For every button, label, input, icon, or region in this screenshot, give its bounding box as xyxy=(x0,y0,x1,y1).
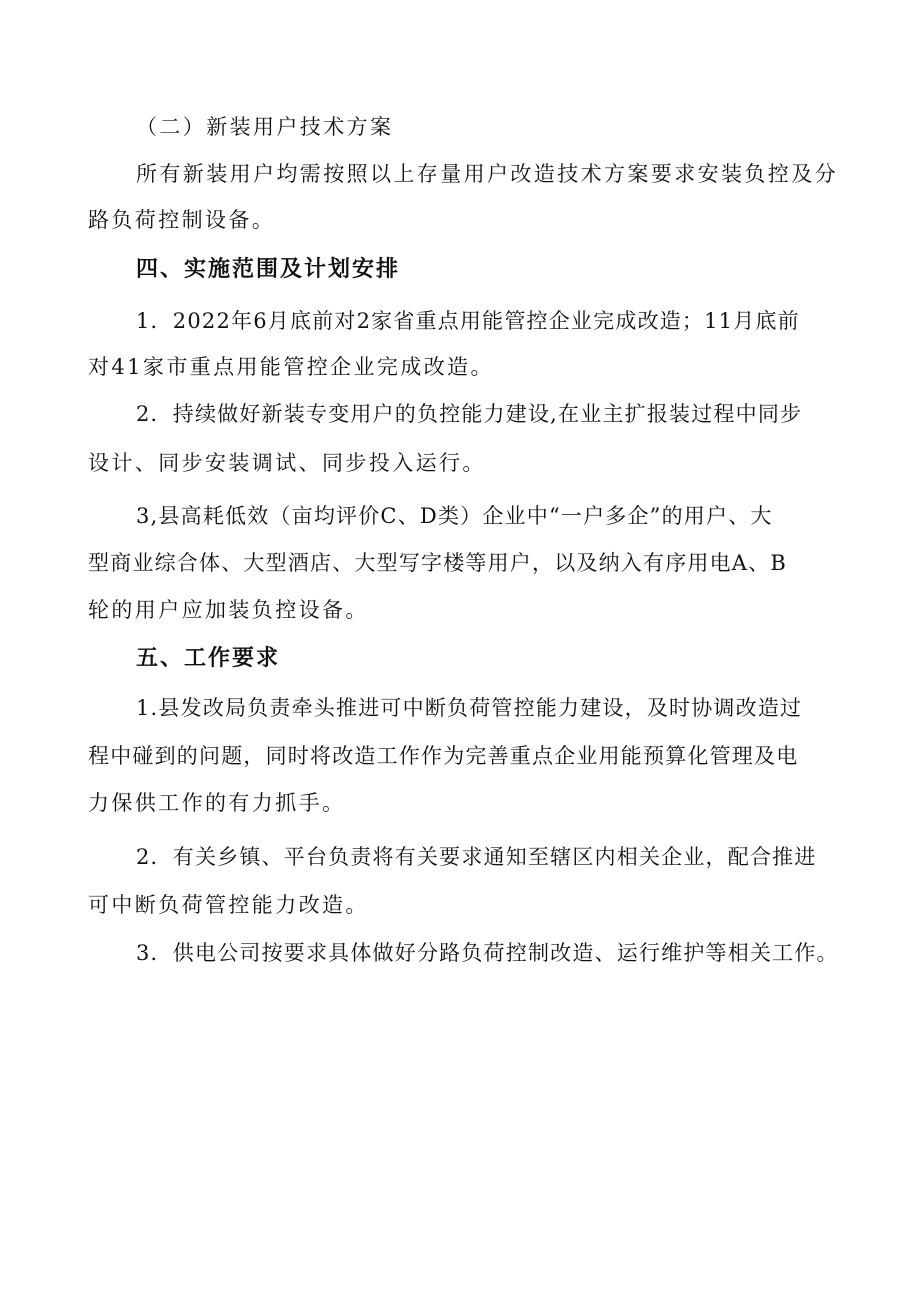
requirement-item-2-line-2: 可中断负荷管控能力改造。 xyxy=(88,893,369,917)
plan-item-3-line-3: 轮的用户应加装负控设备。 xyxy=(88,598,369,622)
paragraph-new-users-line-2: 路负荷控制设备。 xyxy=(88,208,276,232)
requirement-item-2-line-1: 2．有关乡镇、平台负责将有关要求通知至辖区内相关企业，配合推进 xyxy=(136,845,817,869)
requirement-item-1-line-2: 程中碰到的问题，同时将改造工作作为完善重点企业用能预算化管理及电 xyxy=(88,744,799,768)
requirement-item-1-line-1: 1.县发改局负责牵头推进可中断负荷管控能力建设，及时协调改造过 xyxy=(136,696,803,720)
plan-item-1-line-2: 对41家市重点用能管控企业完成改造。 xyxy=(88,355,494,379)
requirement-item-3-line-1: 3．供电公司按要求具体做好分路负荷控制改造、运行维护等相关工作。 xyxy=(136,941,839,965)
section-heading-implementation-scope: 四、实施范围及计划安排 xyxy=(136,257,401,282)
plan-item-3-line-1: 3,县高耗低效（亩均评价C、D类）企业中“一户多企”的用户、大 xyxy=(136,504,773,528)
subheading-new-users-technical-plan: （二）新装用户技术方案 xyxy=(136,115,394,139)
plan-item-2-line-2: 设计、同步安装调试、同步投入运行。 xyxy=(88,451,486,475)
plan-item-1-line-1: 1．2022年6月底前对2家省重点用能管控企业完成改造；11月底前 xyxy=(136,309,800,333)
plan-item-3-line-2: 型商业综合体、大型酒店、大型写字楼等用户，以及纳入有序用电A、B xyxy=(88,551,787,575)
requirement-item-1-line-3: 力保供工作的有力抓手。 xyxy=(88,791,346,815)
plan-item-2-line-1: 2．持续做好新装专变用户的负控能力建设,在业主扩报装过程中同步 xyxy=(136,402,803,426)
paragraph-new-users-line-1: 所有新装用户均需按照以上存量用户改造技术方案要求安装负控及分 xyxy=(136,162,838,186)
section-heading-work-requirements: 五、工作要求 xyxy=(136,646,281,671)
